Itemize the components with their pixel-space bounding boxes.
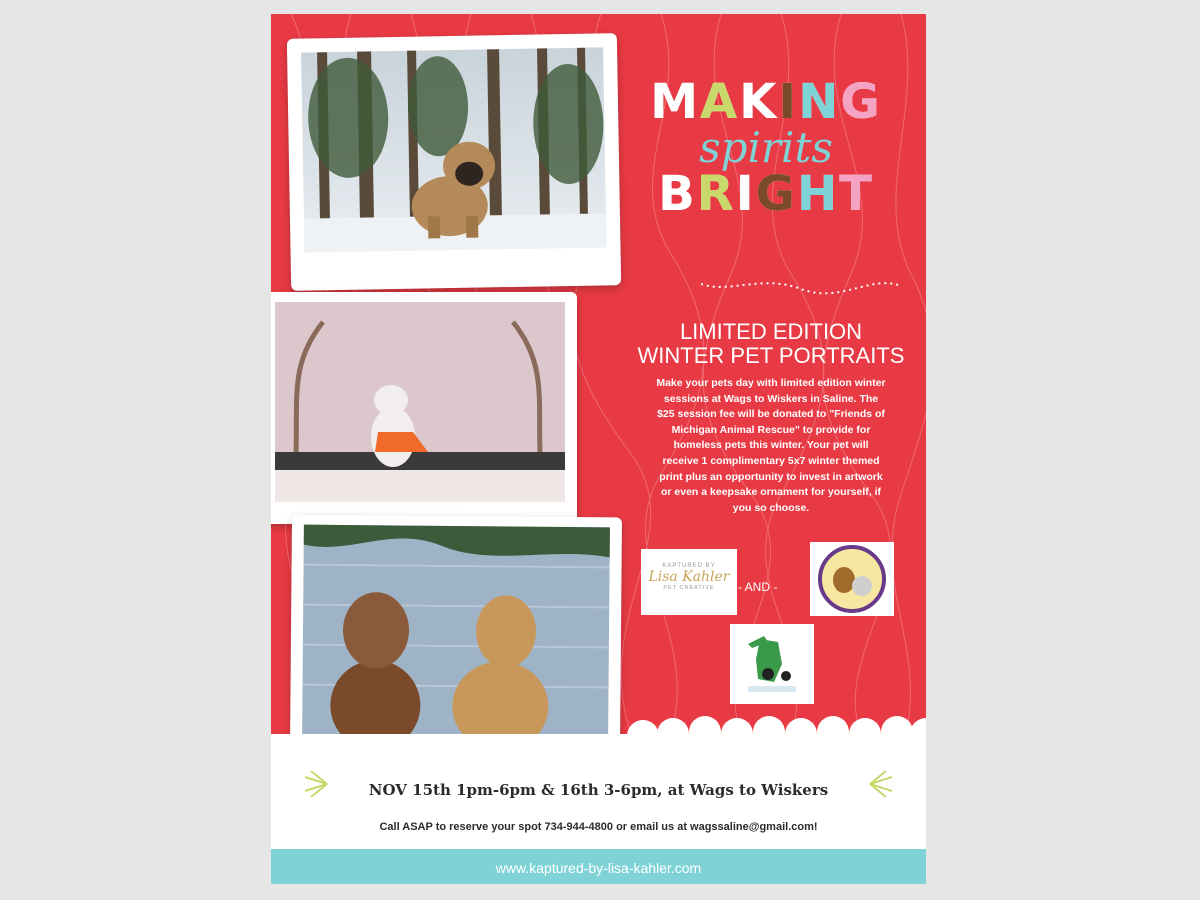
- photo-pug: [287, 33, 621, 291]
- title-letter: T: [839, 166, 874, 222]
- title-letter: G: [840, 74, 882, 130]
- body-line: homeless pets this winter. Your pet will: [673, 439, 869, 452]
- body-line: you so choose.: [732, 501, 810, 514]
- kaptured-logo-name: Lisa Kahler: [648, 569, 730, 585]
- title-letter: K: [739, 74, 779, 130]
- body-line: sessions at Wags to Wiskers in Saline. The: [663, 392, 879, 405]
- chihuahua-image: [271, 292, 577, 524]
- body-line: or even a keepsake ornament for yourself, if: [661, 486, 881, 499]
- photo-chihuahua: [271, 292, 577, 524]
- title-letter: R: [696, 166, 736, 222]
- kaptured-logo-bottom: PET CREATIVE: [663, 585, 715, 591]
- body-text: [626, 376, 916, 516]
- body-line: print plus an opportunity to invest in artwork: [659, 470, 883, 483]
- title-letter: N: [798, 74, 841, 130]
- title-making: [631, 76, 901, 128]
- body-line: $25 session fee will be donated to "Friends of: [657, 408, 885, 421]
- and-label: - AND -: [738, 580, 778, 594]
- contact-info: Call ASAP to reserve your spot 734-944-4800 or email us at wagssaline@gmail.com!: [379, 821, 818, 833]
- title-letter: G: [755, 166, 797, 222]
- title-bright: [631, 168, 901, 220]
- title-spirits: spirits: [699, 123, 833, 172]
- main-title: [631, 76, 901, 220]
- website-url: www.kaptured-by-lisa-kahler.com: [495, 860, 702, 876]
- wags-logo: [810, 542, 894, 616]
- flyer: [271, 14, 926, 884]
- headline-line2: WINTER PET PORTRAITS: [637, 343, 905, 368]
- body-line: Michigan Animal Rescue" to provide for: [671, 423, 871, 436]
- rescue-logo: [730, 624, 814, 704]
- headline-line1: LIMITED EDITION: [679, 319, 863, 344]
- scallop-edge: [271, 714, 926, 744]
- headline: [611, 320, 926, 368]
- wags-emblem-icon: [810, 542, 894, 616]
- title-letter: I: [778, 74, 799, 130]
- body-line: receive 1 complimentary 5x7 winter themed: [662, 454, 880, 467]
- event-dates: NOV 15th 1pm-6pm & 16th 3-6pm, at Wags to Wiskers: [368, 781, 829, 799]
- title-letter: B: [658, 166, 697, 222]
- body-line: Make your pets day with limited edition winter: [656, 377, 886, 389]
- kaptured-logo-top: KAPTURED BY: [662, 563, 716, 569]
- pug-image: [287, 33, 621, 291]
- title-letter: M: [650, 74, 700, 130]
- michigan-rescue-icon: [730, 624, 814, 704]
- garland-ornament: [701, 264, 901, 304]
- title-letter: A: [699, 74, 740, 130]
- title-letter: H: [796, 166, 840, 222]
- kaptured-logo: [641, 549, 737, 615]
- title-letter: I: [735, 166, 756, 222]
